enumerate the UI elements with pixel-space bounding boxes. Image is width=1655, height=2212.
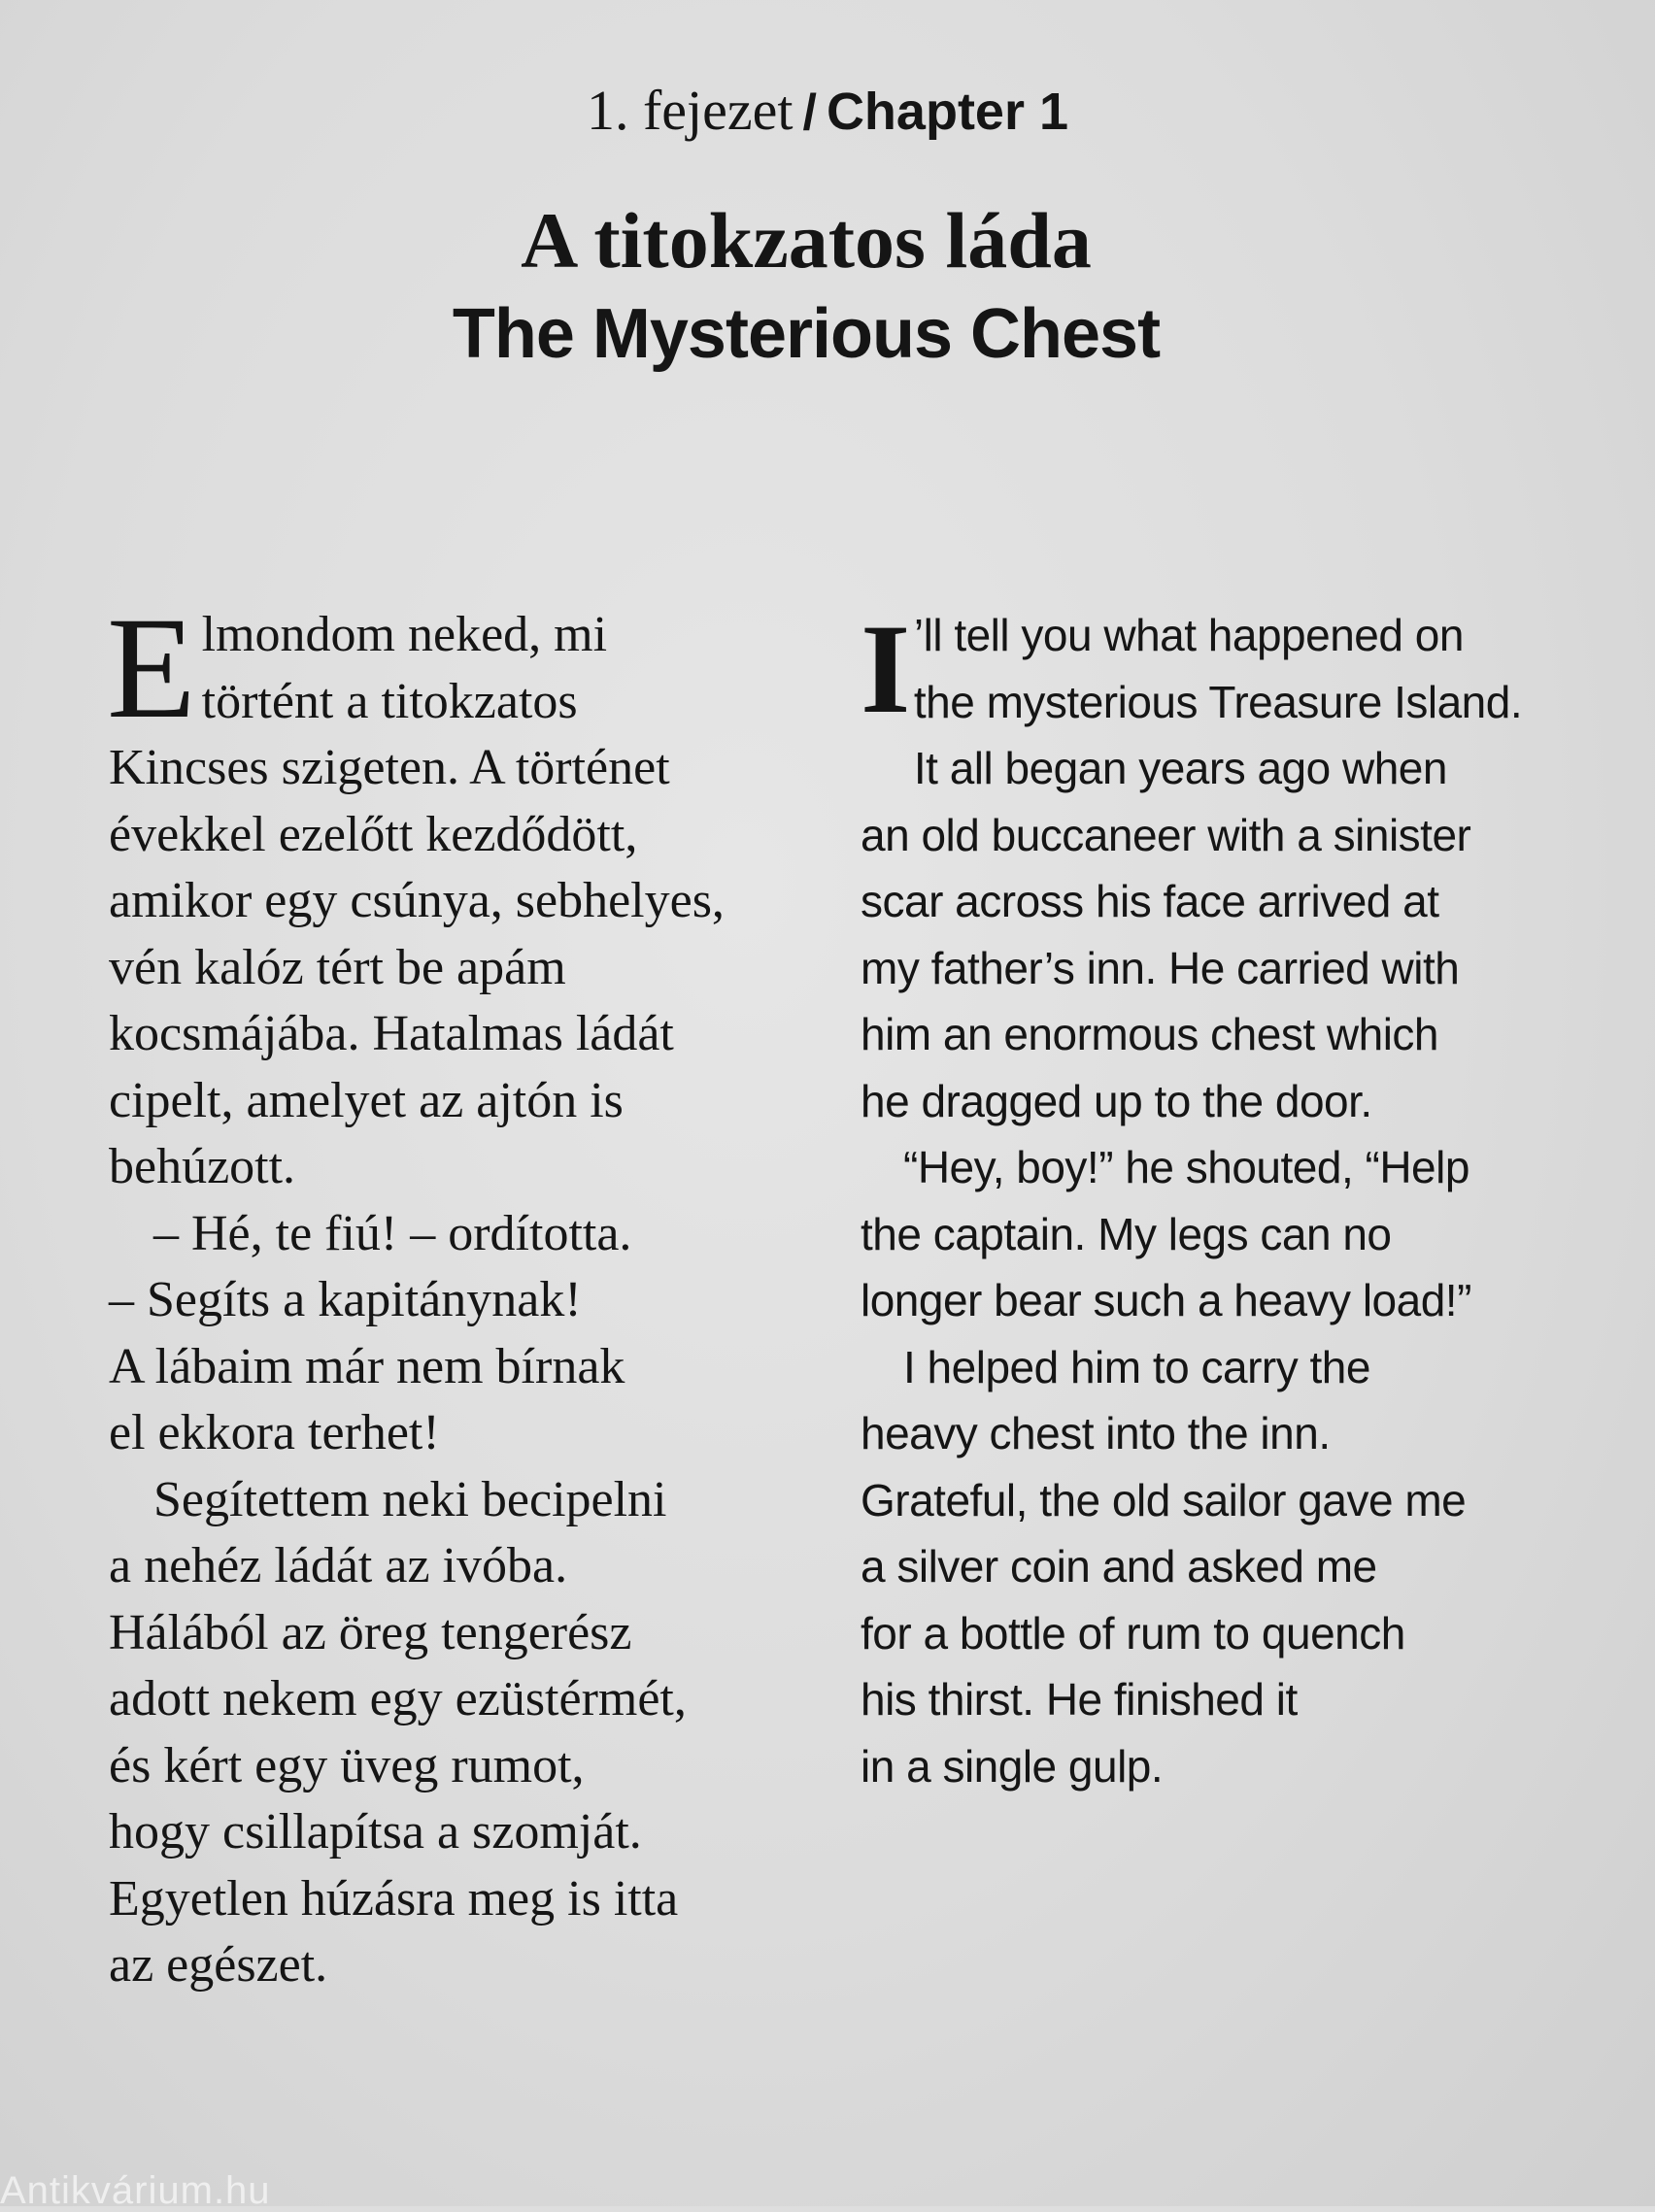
text-line: an old buccaneer with a sinister [861,809,1471,860]
text-line: – Hé, te fiú! – ordította. [153,1205,632,1261]
text-line: el ekkora terhet! [109,1405,440,1460]
text-line: the captain. My legs can no [861,1208,1392,1259]
text-line: ’ll tell you what happened on [913,610,1464,660]
text-line: kocsmájába. Hatalmas ládát [109,1006,674,1061]
text-line: behúzott. [109,1139,296,1194]
chapter-label-en: Chapter 1 [826,83,1069,141]
text-line: hogy csillapítsa a szomját. [109,1804,642,1860]
drop-cap-hungarian: E [107,587,196,749]
chapter-separator: / [802,84,817,141]
text-line: him an enormous chest which [861,1009,1439,1059]
text-line: vén kalóz tért be apám [109,939,566,995]
text-line: A lábaim már nem bírnak [109,1338,625,1394]
text-line: Segítettem neki becipelni [153,1471,667,1527]
text-line: az egészet. [109,1937,328,1993]
text-line: adott nekem egy ezüstérmét, [109,1671,687,1726]
title-hungarian: A titokzatos láda [521,196,1092,285]
drop-cap-english: I [861,597,910,740]
text-line: lmondom neked, mi [201,607,608,662]
watermark: Antikvárium.hu [0,2169,271,2212]
text-line: in a single gulp. [861,1740,1164,1792]
text-line: my father’s inn. He carried with [861,942,1460,993]
text-line: he dragged up to the door. [861,1075,1372,1126]
text-line: a silver coin and asked me [861,1541,1377,1592]
chapter-heading [0,76,1655,148]
title-english: The Mysterious Chest [452,295,1161,373]
text-line: a nehéz ládát az ivóba. [109,1538,568,1593]
text-line: “Hey, boy!” he shouted, “Help [903,1142,1469,1192]
text-line: It all began years ago when [913,743,1447,793]
text-line: Grateful, the old sailor gave me [861,1474,1467,1525]
text-line: és kért egy üveg rumot, [109,1737,585,1793]
hungarian-text-column [107,587,808,1999]
chapter-label-hu: 1. fejezet [586,79,794,142]
text-line: heavy chest into the inn. [861,1408,1331,1458]
text-line: I helped him to carry the [903,1341,1370,1392]
text-line: for a bottle of rum to quench [861,1607,1405,1659]
text-line: Hálából az öreg tengerész [109,1604,632,1660]
text-line: his thirst. He finished it [861,1674,1298,1725]
text-line: Egyetlen húzásra meg is itta [109,1870,679,1927]
text-line: the mysterious Treasure Island. [913,676,1523,727]
text-line: amikor egy csúnya, sebhelyes, [109,873,725,928]
text-line: longer bear such a heavy load!” [861,1275,1471,1325]
text-line: Kincses szigeten. A történet [109,740,670,795]
text-line: – Segíts a kapitánynak! [109,1272,582,1327]
text-line: cipelt, amelyet az ajtón is [109,1072,624,1128]
text-line: scar across his face arrived at [861,876,1439,926]
english-text-column [861,597,1540,1799]
text-line: évekkel ezelőtt kezdődött, [109,806,638,862]
text-line: történt a titokzatos [201,673,578,729]
